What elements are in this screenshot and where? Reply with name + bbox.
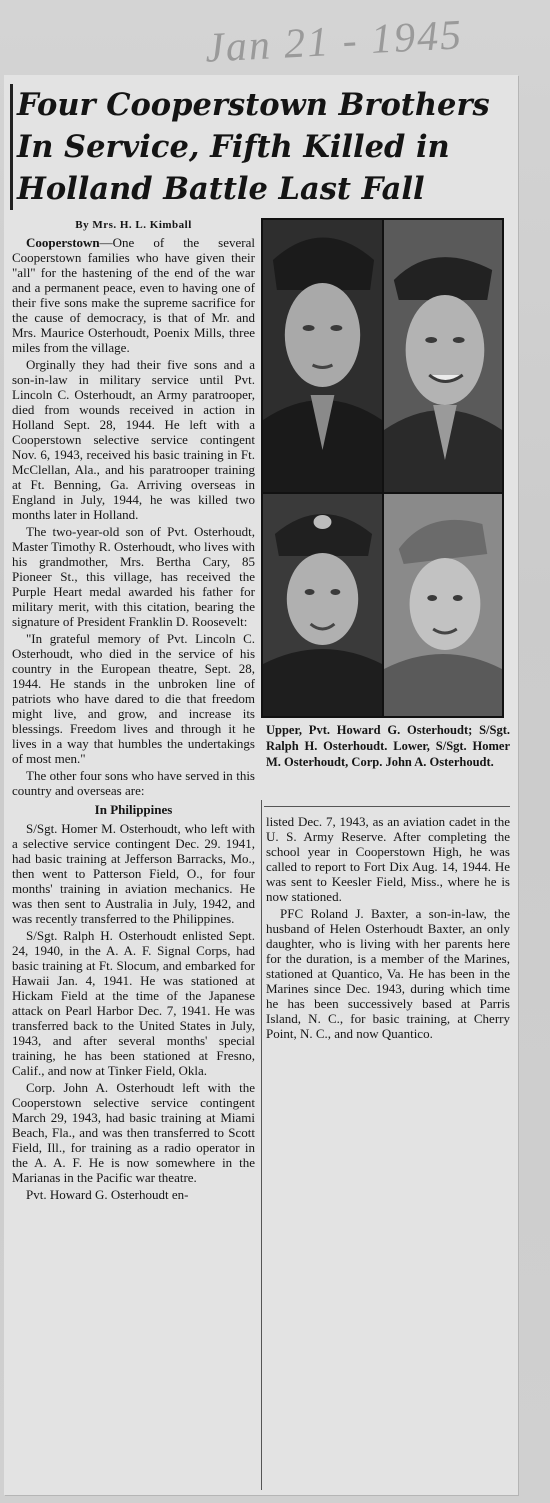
- paragraph-homer: S/Sgt. Homer M. Osterhoudt, who left with a selective service contingent Dec. 29. 1941, had basic training at Jefferson Barracks, Mo., then went to Patterson Field, O., for four months' training in aviation mechanics. He was then sent to Australia in July, 1942, and was recently transferred to the Philippines.: [12, 821, 255, 926]
- headline-line-2: In Service, Fifth Killed in: [17, 129, 450, 165]
- headline-line-3: Holland Battle Last Fall: [17, 171, 425, 207]
- headline-line-1: Four Cooperstown Brothers: [17, 87, 490, 123]
- photo-homer: [263, 494, 382, 716]
- paragraph-howard-start: Pvt. Howard G. Osterhoudt en-: [26, 1187, 189, 1202]
- photo-grid: [261, 218, 504, 718]
- paragraph-baxter: PFC Roland J. Baxter, a son-in-law, the husband of Helen Osterhoudt Baxter, an only daughter, who is living with her parents here for the duration, is a member of the Marines, stationed at Quantico, Va. He has been in the Marines since Dec. 1943, during which time he has been successively based at Parris Island, N. C., for basic training, at Cherry Point, N. C., and now Quantico.: [266, 906, 510, 1041]
- byline: By Mrs. H. L. Kimball: [75, 219, 192, 231]
- handwritten-date: Jan 21 - 1945: [203, 12, 465, 72]
- photo-john: [384, 494, 502, 716]
- photo-caption: Upper, Pvt. Howard G. Osterhoudt; S/Sgt. Ralph H. Osterhoudt. Lower, S/Sgt. Homer M. Osterhoudt, Corp. John A. Osterhoudt.: [266, 723, 510, 769]
- paragraph-5: The other four sons who have served in this country and overseas are:: [12, 768, 255, 798]
- paragraph-howard-continued: listed Dec. 7, 1943, as an aviation cadet in the U. S. Army Reserve. After completing the school year in Cooperstown High, he was called to report to Fort Dix Aug. 14, 1944. He was sent to Keesler Field, Miss., where he is now stationed.: [266, 814, 510, 904]
- right-column: [266, 814, 510, 1043]
- paragraph-1-text: —One of the several Cooperstown families who have given their "all" for the hastening of the end of the war and a permanent peace, even to having one of their five sons make the supreme sacrifice for the cause of democracy, is that of Mr. and Mrs. Maurice Osterhoudt, Poenix Mills, three miles from the village.: [12, 235, 255, 355]
- paragraph-ralph: S/Sgt. Ralph H. Osterhoudt enlisted Sept. 24, 1940, in the A. A. F. Signal Corps, had basic training at Ft. Slocum, and embarked for Hawaii Jan. 4, 1941. He was stationed at Hickam Field at the time of the Japanese attack on Pearl Harbor Dec. 7, 1941. He was transferred back to the United States in July, 1943, and after several months' special training, he has been stationed at Fresno, Calif., and now at Tinker Field, Okla.: [12, 928, 255, 1078]
- paragraph-john: Corp. John A. Osterhoudt left with the Cooperstown selective service contingent March 29, 1943, had basic training at Miami Beach, Fla., and was then transferred to Scott Field, Ill., for training as a radio operator in the A. A. F. He is now somewhere in the Marianas in the Pacific war theatre.: [12, 1080, 255, 1185]
- paragraph-3: The two-year-old son of Pvt. Osterhoudt, Master Timothy R. Osterhoudt, who lives with his grandmother, Mrs. Bertha Cary, 85 Pioneer St., this village, has received the Purple Heart medal awarded his father for military merit, with this citation, bearing the signature of President Franklin D. Roosevelt:: [12, 524, 255, 629]
- paragraph-2: Orginally they had their five sons and a son-in-law in military service until Pvt. Lincoln C. Osterhoudt, an Army paratrooper, died from wounds received in action in Holland Sept. 28, 1944. He left with a Cooperstown selective service contingent Nov. 6, 1943, received his basic training in Ft. McClellan, Ala., and his paratrooper training at Ft. Benning, Ga. Arriving overseas in England in July, 1944, he was killed two months later in Holland.: [12, 357, 255, 522]
- column-divider: [261, 800, 262, 1490]
- subhead-philippines: In Philippines: [94, 802, 173, 817]
- photo-ralph: [384, 220, 502, 492]
- headline: [10, 84, 517, 210]
- citation-paragraph: "In grateful memory of Pvt. Lincoln C. Osterhoudt, who died in the service of his country in the European theatre, Sept. 28, 1944. He stands in the unbroken line of patriots who have dared to die that freedom might live, and grow, and increase its blessings. Freedom lives and through it he lives in a way that humbles the undertakings of most men.": [12, 631, 255, 766]
- caption-divider: [264, 806, 510, 807]
- photo-howard: [263, 220, 382, 492]
- dateline: Cooperstown: [26, 235, 100, 250]
- left-column: [12, 218, 255, 1204]
- paragraph-1: [12, 235, 255, 355]
